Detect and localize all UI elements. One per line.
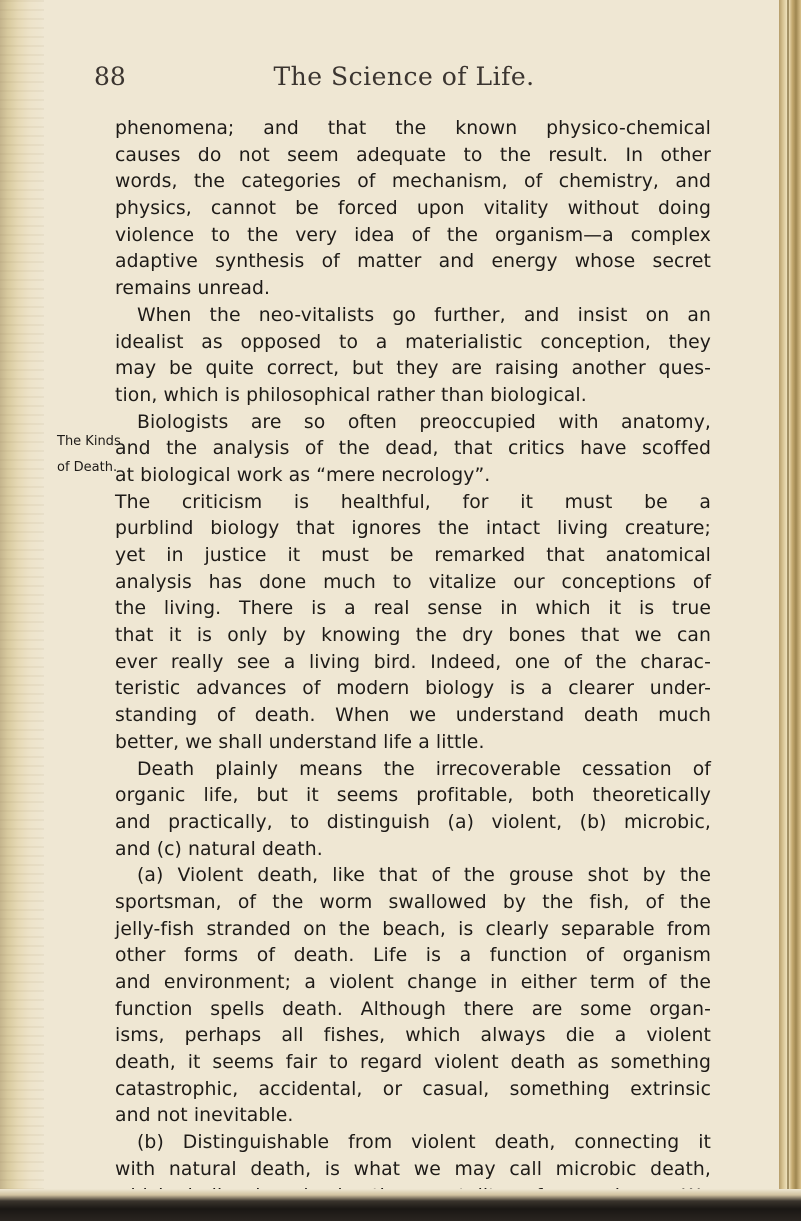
text-line: remains unread. [115, 278, 271, 300]
text-line: sportsman, of the worm swallowed by the fish, of the [115, 891, 711, 913]
text-line: organic life, but it seems profitable, both theoretically [115, 785, 711, 807]
text-line: (a) Violent death, like that of the grouse shot by the [137, 865, 711, 887]
text-line: the living. There is a real sense in which it is true [115, 598, 711, 620]
text-line: Biologists are so often preoccupied with anatomy, [137, 411, 711, 433]
text-line: that it is only by knowing the dry bones that we can [115, 625, 711, 647]
text-line: at biological work as “mere necrology”. [115, 464, 491, 486]
text-line: ever really see a living bird. Indeed, one of the charac- [115, 651, 711, 673]
text-line: and not inevitable. [115, 1105, 294, 1127]
text-line: better, we shall understand life a little. [115, 731, 485, 753]
text-line: (b) Distinguishable from violent death, connecting it [137, 1132, 711, 1154]
text-line: Death plainly means the irrecoverable cessation of [137, 758, 711, 780]
running-title: The Science of Life. [273, 62, 535, 91]
text-line: isms, perhaps all fishes, which always die a violent [115, 1025, 711, 1047]
text-line: may be quite correct, but they are raising another ques- [115, 358, 711, 380]
text-line: violence to the very idea of the organism—a complex [115, 224, 711, 246]
left-page-fold [0, 0, 44, 1221]
text-line: and environment; a violent change in either term of the [115, 972, 711, 993]
text-line: and (c) natural death. [115, 838, 323, 860]
text-line: standing of death. When we understand death much [115, 705, 711, 727]
text-line: with natural death, is what we may call microbic death, [115, 1158, 711, 1180]
text-line: When the neo-vitalists go further, and insist on an [137, 304, 711, 326]
body-text [115, 116, 711, 1210]
page-header [94, 62, 714, 102]
text-line: phenomena; and that the known physico-chemical [115, 118, 711, 139]
bottom-binding-edge [0, 1189, 801, 1221]
text-line: death, it seems fair to regard violent death as something [115, 1052, 711, 1074]
page-number: 88 [94, 62, 126, 91]
text-line: function spells death. Although there are some organ- [115, 998, 711, 1020]
text-line: other forms of death. Life is a function of organism [115, 945, 711, 967]
text-line: and the analysis of the dead, that critics have scoffed [115, 438, 711, 460]
text-line: physics, cannot be forced upon vitality without doing [115, 198, 711, 220]
margin-note-line-1: The Kinds [57, 434, 121, 449]
text-line: yet in justice it must be remarked that anatomical [115, 545, 711, 566]
text-line: and practically, to distinguish (a) violent, (b) microbic, [115, 811, 711, 833]
text-line: tion, which is philosophical rather than biological. [115, 384, 587, 406]
text-line: purblind biology that ignores the intact living creature; [115, 518, 711, 540]
right-edge-line [787, 0, 789, 1221]
text-line: causes do not seem adequate to the result. In other [115, 144, 711, 166]
text-line: teristic advances of modern biology is a clearer under- [115, 678, 711, 700]
text-line: jelly-fish stranded on the beach, is clearly separable from [115, 918, 711, 940]
text-line: analysis has done much to vitalize our conceptions of [115, 571, 711, 593]
right-page-edge [779, 0, 801, 1221]
text-line: words, the categories of mechanism, of chemistry, and [115, 171, 711, 193]
text-line: idealist as opposed to a materialistic conception, they [115, 331, 711, 353]
text-line: adaptive synthesis of matter and energy whose secret [115, 251, 711, 273]
margin-note-line-2: of Death. [57, 460, 118, 475]
text-line: catastrophic, accidental, or casual, something extrinsic [115, 1078, 711, 1100]
text-line: The criticism is healthful, for it must be a [115, 491, 711, 513]
